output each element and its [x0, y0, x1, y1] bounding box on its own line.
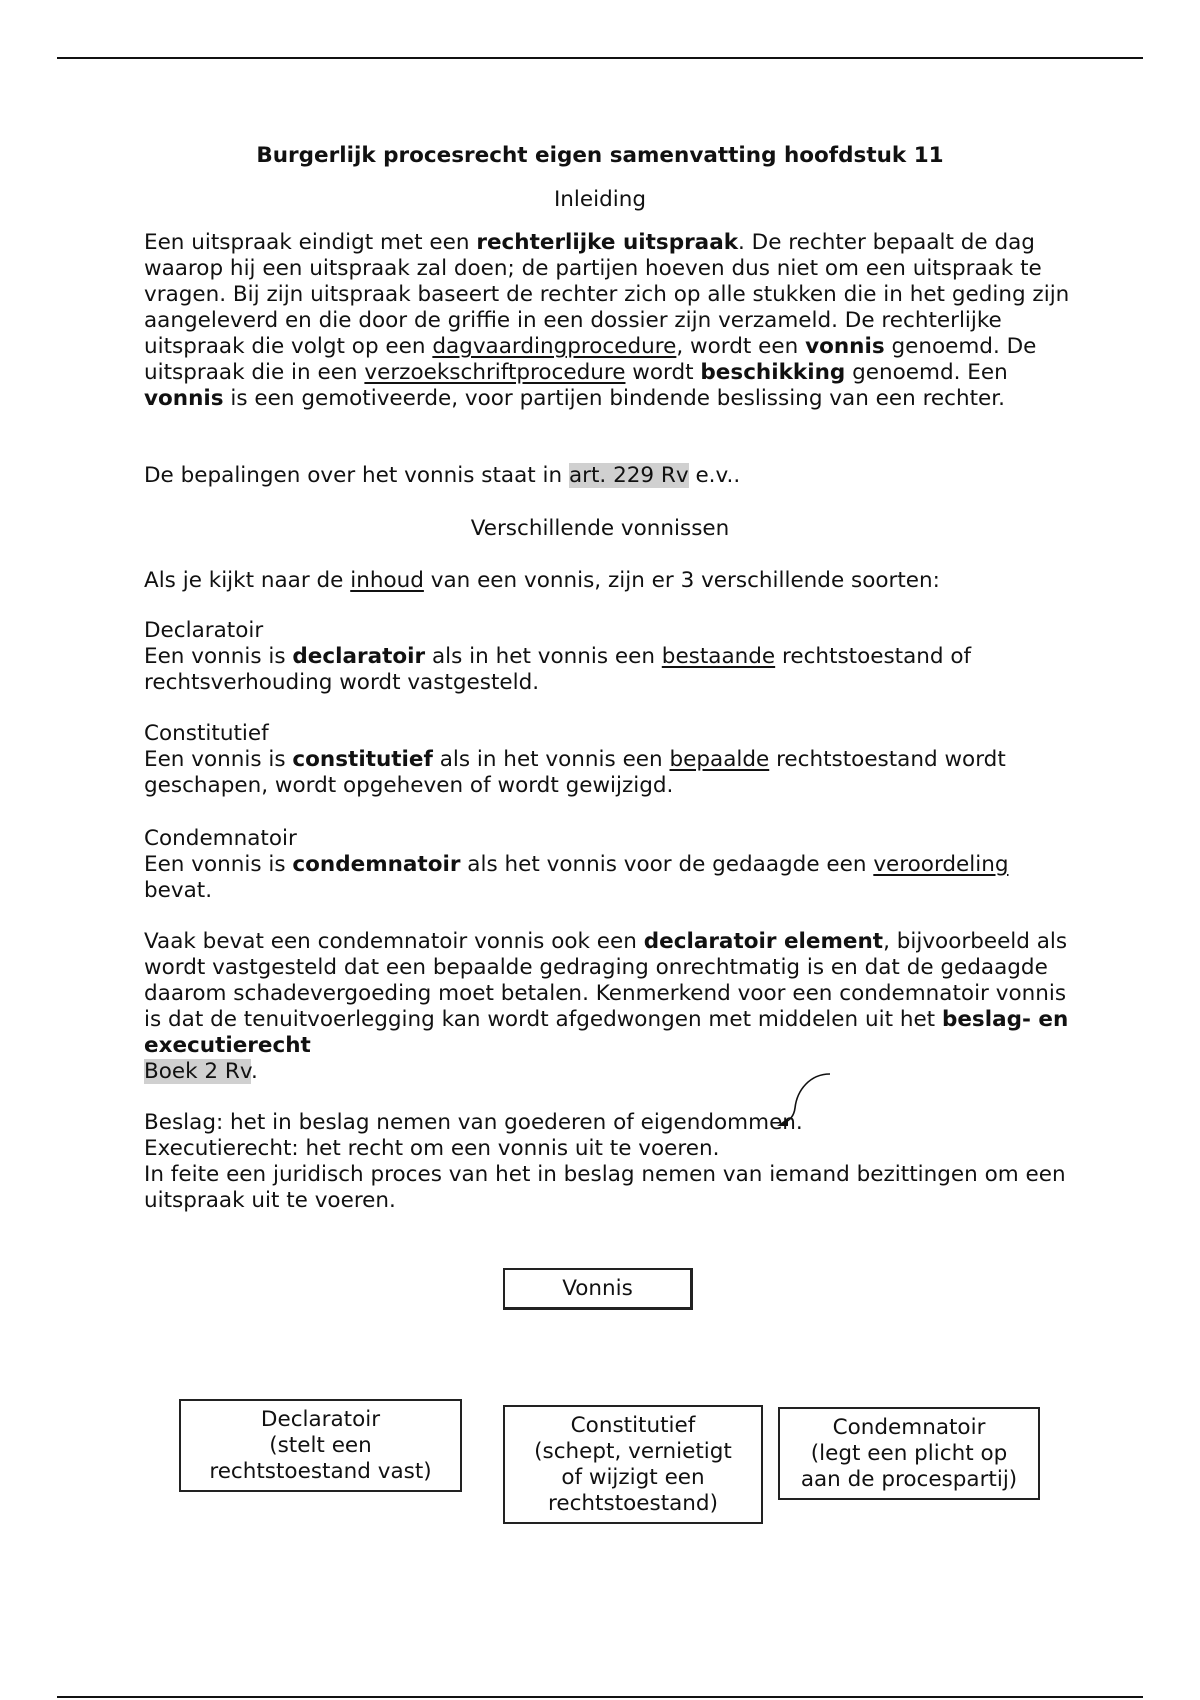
book-reference: Boek 2 Rv: [144, 1059, 251, 1084]
heading-inleiding: Inleiding: [553, 187, 647, 212]
diagram-root-vonnis: Vonnis: [503, 1268, 693, 1310]
beslag-definition: Beslag: het in beslag nemen van goederen of eigendommen.: [144, 1110, 803, 1135]
diagram-node-declaratoir: Declaratoir (stelt een rechtstoestand vast): [179, 1399, 462, 1492]
condemnatoir-heading: Condemnatoir: [144, 826, 297, 851]
diagram-node-constitutief: Constitutief (schept, vernietigt of wijzigt een rechtstoestand): [503, 1405, 763, 1524]
vaak-paragraph: Vaak bevat een condemnatoir vonnis ook een declaratoir element, bijvoorbeeld als wordt vastgesteld dat een bepaalde gedraging onrechtmatig is en dat de gedaagde daarom schadevergoeding moet betalen. Kenmerkend voor een condemnatoir vonnis is dat de tenuitvoerlegging kan wordt afgedwongen met middelen uit het beslag- en executierecht Boek 2 Rv.: [144, 929, 1069, 1084]
definities-paragraph: [144, 1110, 1074, 1214]
diagram-node-condemnatoir: Condemnatoir (legt een plicht op aan de procespartij): [778, 1407, 1040, 1500]
bottom-rule: [57, 1696, 1143, 1698]
condemnatoir-section: Condemnatoir Een vonnis is condemnatoir als het vonnis voor de gedaagde een veroordeling bevat.: [144, 826, 1074, 904]
page-title: Burgerlijk procesrecht eigen samenvatting hoofdstuk 11: [256, 143, 944, 168]
intro-paragraph: Een uitspraak eindigt met een rechterlijke uitspraak. De rechter bepaalt de dag waarop hij een uitspraak zal doen; de partijen hoeven dus niet om een uitspraak te vragen. Bij zijn uitspraak baseert de rechter zich op alle stukken die in het geding zijn aangeleverd en die door de griffie in een dossier zijn verzameld. De rechterlijke uitspraak die volgt op een dagvaardingprocedure, wordt een vonnis genoemd. De uitspraak die in een verzoekschriftprocedure wordt beschikking genoemd. Een vonnis is een gemotiveerde, voor partijen bindende beslissing van een rechter.: [144, 230, 1070, 411]
constitutief-heading: Constitutief: [144, 721, 269, 746]
executierecht-definition: Executierecht: het recht om een vonnis uit te voeren.: [144, 1136, 720, 1161]
heading-verschillende-vonnissen: Verschillende vonnissen: [470, 516, 730, 541]
declaratoir-section: Declaratoir Een vonnis is declaratoir als in het vonnis een bestaande rechtstoestand of rechtsverhouding wordt vastgesteld.: [144, 618, 1074, 696]
declaratoir-heading: Declaratoir: [144, 618, 264, 643]
article-reference: art. 229 Rv: [568, 463, 689, 488]
soorten-paragraph: Als je kijkt naar de inhoud van een vonnis, zijn er 3 verschillende soorten:: [144, 568, 940, 593]
top-rule: [57, 57, 1143, 59]
constitutief-section: Constitutief Een vonnis is constitutief als in het vonnis een bepaalde rechtstoestand wordt geschapen, wordt opgeheven of wordt gewijzigd.: [144, 721, 1074, 799]
bepalingen-paragraph: De bepalingen over het vonnis staat in art. 229 Rv e.v..: [144, 463, 741, 488]
in-feite-text: In feite een juridisch proces van het in beslag nemen van iemand bezittingen om een uitspraak uit te voeren.: [144, 1162, 1066, 1213]
